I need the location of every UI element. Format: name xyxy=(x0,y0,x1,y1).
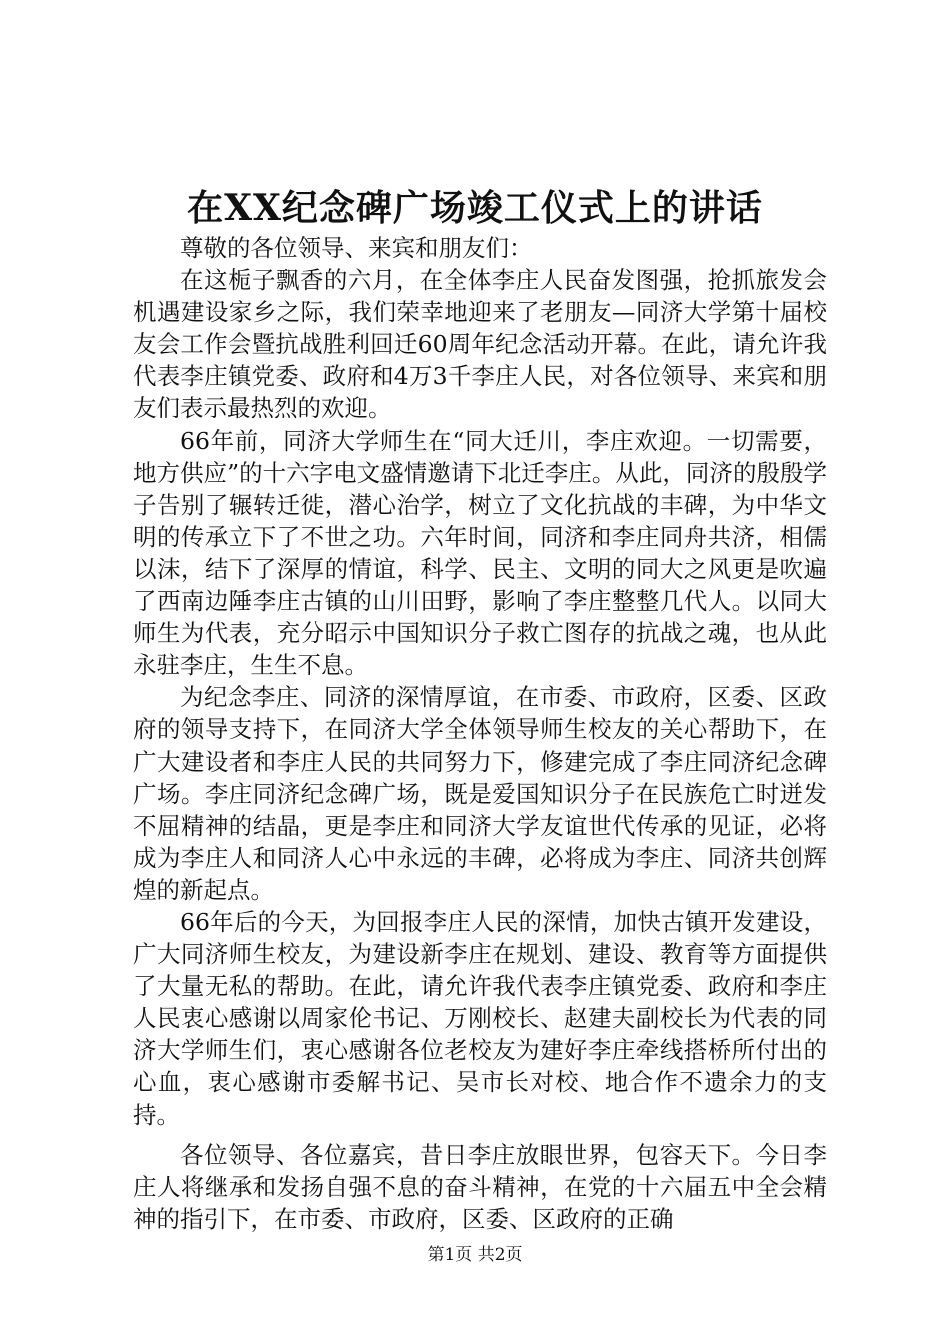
body-paragraph: 66年后的今天，为回报李庄人民的深情，加快古镇开发建设，广大同济师生校友，为建设新李庄在规划、建设、教育等方面提供了大量无私的帮助。在此，请允许我代表李庄镇党委、政府和李庄人民衷心感谢以周家伦书记、万刚校长、赵建夫副校长为代表的同济大学师生们，衷心感谢各位老校友为建好李庄牵线搭桥所付出的心血，衷心感谢市委解书记、吴市长对校、地合作不遗余力的支持。 xyxy=(133,907,827,1129)
document-body xyxy=(133,232,827,1235)
body-paragraph: 在这栀子飘香的六月，在全体李庄人民奋发图强，抢抓旅发会机遇建设家乡之际，我们荣幸地迎来了老朋友—同济大学第十届校友会工作会暨抗战胜利回迁60周年纪念活动开幕。在此，请允许我代表李庄镇党委、政府和4万3千李庄人民，对各位领导、来宾和朋友们表示最热烈的欢迎。 xyxy=(133,266,827,423)
salutation-paragraph: 尊敬的各位领导、来宾和朋友们： xyxy=(180,234,533,262)
body-paragraph: 各位领导、各位嘉宾，昔日李庄放眼世界，包容天下。今日李庄人将继承和发扬自强不息的奋斗精神，在党的十六届五中全会精神的指引下，在市委、市政府，区委、区政府的正确 xyxy=(133,1140,827,1233)
page-footer: 第1页 共2页 xyxy=(427,1245,523,1265)
body-paragraph: 66年前，同济大学师生在“同大迁川，李庄欢迎。一切需要，地方供应”的十六字电文盛情邀请下北迁李庄。从此，同济的殷殷学子告别了辗转迁徙，潜心治学，树立了文化抗战的丰碑，为中华文明的传承立下了不世之功。六年时间，同济和李庄同舟共济，相儒以沫，结下了深厚的情谊，科学、民主、文明的同大之风更是吹遍了西南边陲李庄古镇的山川田野，影响了李庄整整几代人。以同大师生为代表，充分昭示中国知识分子救亡图存的抗战之魂，也从此永驻李庄，生生不息。 xyxy=(133,426,827,680)
document-title: 在XX纪念碑广场竣工仪式上的讲话 xyxy=(187,187,763,229)
body-paragraph: 为纪念李庄、同济的深情厚谊，在市委、市政府，区委、区政府的领导支持下，在同济大学全体领导师生校友的关心帮助下，在广大建设者和李庄人民的共同努力下，修建完成了李庄同济纪念碑广场。李庄同济纪念碑广场，既是爱国知识分子在民族危亡时迸发不屈精神的结晶，更是李庄和同济大学友谊世代传承的见证，必将成为李庄人和同济人心中永远的丰碑，必将成为李庄、同济共创辉煌的新起点。 xyxy=(133,683,827,904)
